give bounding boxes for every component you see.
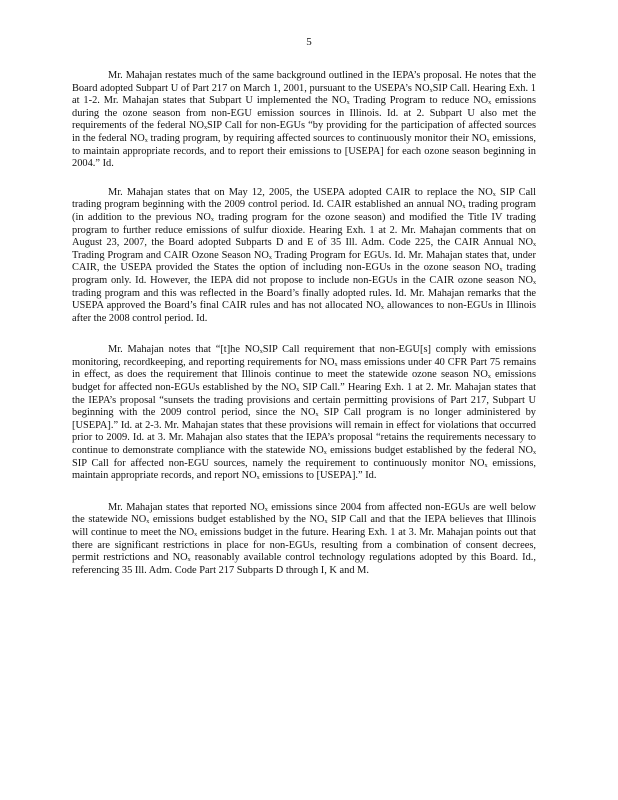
body-text [72,70,536,593]
paragraph-2: Mr. Mahajan states that on May 12, 2005, the USEPA adopted CAIR to replace the NOₓ SIP Call trading program beginning with the 2009 control period. Id. CAIR established an annual NOₓ trading program (in addition to the previous NOₓ trading program for the ozone season) and modified the Title IV trading program to further reduce emissions of sulfur dioxide. Hearing Exh. 1 at 2. Mr. Mahajan comments that on August 23, 2007, the Board adopted Subparts D and E of 35 Ill. Adm. Code 225, the CAIR Annual NOₓ Trading Program and CAIR Ozone Season NOₓ Trading Program for EGUs. Id. Mr. Mahajan states that, under CAIR, the USEPA provided the States the option of including non-EGUs in the ozone season NOₓ trading program only. Id. However, the IEPA did not propose to include non-EGUs in the CAIR ozone season NOₓ trading program and this was reflected in the Board’s finally adopted rules. Id. Mr. Mahajan remarks that the USEPA approved the Board’s final CAIR rules and has not allocated NOₓ allowances to non-EGUs in Illinois after the 2008 control period. Id. [72,186,536,324]
paragraph-1: Mr. Mahajan restates much of the same background outlined in the IEPA’s proposal. He notes that the Board adopted Subpart U of Part 217 on March 1, 2001, pursuant to the USEPA’s NOₓSIP Call. Hearing Exh. 1 at 1-2. Mr. Mahajan states that Subpart U implemented the NOₓ Trading Program to reduce NOₓ emissions during the ozone season from non-EGU emission sources in Illinois. Id. at 2. Subpart U also met the requirements of the federal NOₓSIP Call for non-EGUs “by providing for the participation of affected sources in the federal NOₓ trading program, by requiring affected sources to continuously monitor their NOₓ emissions, to maintain appropriate records, and to report their emissions to [USEPA] for each ozone season beginning in 2004.” Id. [72,70,536,170]
paragraph-4: Mr. Mahajan states that reported NOₓ emissions since 2004 from affected non-EGUs are well below the statewide NOₓ emissions budget established by the NOₓ SIP Call and that the IEPA believes that Illinois will continue to meet the NOₓ emissions budget in the future. Hearing Exh. 1 at 3. Mr. Mahajan points out that there are significant restrictions in place for non-EGUs, resulting from a combination of consent decrees, permit restrictions and NOₓ reasonably available control technology regulations adopted by this Board. Id., referencing 35 Ill. Adm. Code Part 217 Subparts D through I, K and M. [72,501,536,576]
paragraph-3: Mr. Mahajan notes that “[t]he NOₓSIP Call requirement that non-EGU[s] comply with emissions monitoring, recordkeeping, and reporting requirements for NOₓ mass emissions under 40 CFR Part 75 remains in effect, as does the requirement that Illinois continue to meet the statewide ozone season NOₓ emissions budget for affected non-EGUs established by the NOₓ SIP Call.” Hearing Exh. 1 at 2. Mr. Mahajan states that the IEPA’s proposal “sunsets the trading provisions and certain permitting provisions of Part 217, Subpart U beginning with the 2009 control period, since the NOₓ SIP Call program is no longer administered by [USEPA].” Id. at 2-3. Mr. Mahajan states that these provisions will remain in effect for violations that occurred prior to 2009. Id. at 3. Mr. Mahajan also states that the IEPA’s proposal “retains the requirements necessary to continue to demonstrate compliance with the statewide NOₓ emissions budget established by the federal NOₓ SIP Call for affected non-EGU sources, namely the requirement to continuously monitor NOₓ emissions, maintain appropriate records, and report NOₓ emissions to [USEPA].” Id. [72,344,536,482]
page-number: 5 [306,36,312,48]
